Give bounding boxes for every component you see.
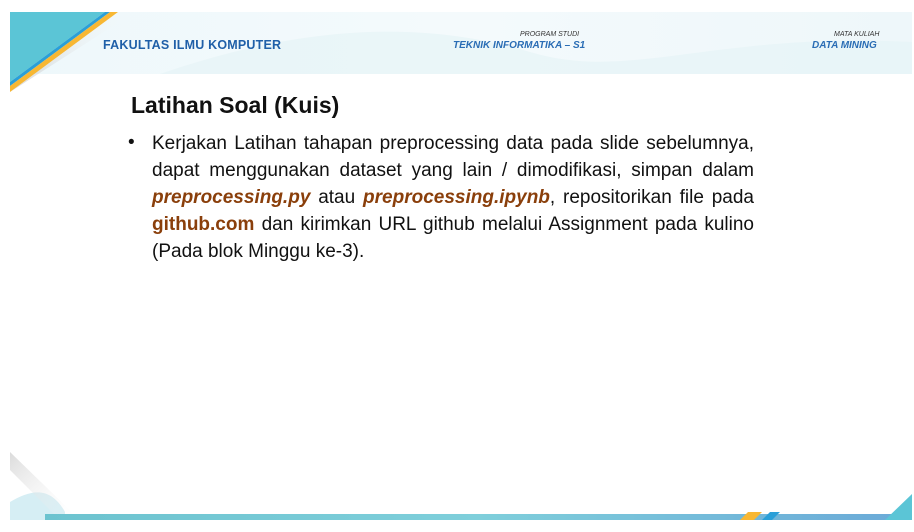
slide bbox=[10, 12, 912, 520]
program-name: TEKNIK INFORMATIKA – S1 bbox=[453, 40, 586, 51]
corner-stripes-decoration bbox=[10, 12, 140, 92]
program-label: PROGRAM STUDI bbox=[520, 31, 580, 38]
bullet-marker: • bbox=[128, 132, 135, 153]
filename-ipynb: preprocessing.ipynb bbox=[363, 187, 550, 208]
filename-py: preprocessing.py bbox=[152, 187, 311, 208]
footer-decoration bbox=[10, 450, 912, 520]
bullet-text bbox=[152, 130, 754, 265]
text-part: atau bbox=[310, 187, 364, 208]
slide-header bbox=[10, 12, 912, 74]
course-label: MATA KULIAH bbox=[834, 31, 880, 38]
text-part: dan kirimkan URL github melalui Assignment pada kulino (Pada blok Minggu ke-3). bbox=[152, 214, 754, 262]
course-name: DATA MINING bbox=[812, 40, 877, 51]
slide-title: Latihan Soal (Kuis) bbox=[131, 92, 340, 118]
faculty-name: FAKULTAS ILMU KOMPUTER bbox=[103, 38, 282, 52]
text-part: Kerjakan Latihan tahapan preprocessing data pada slide sebelumnya, dapat menggunakan dataset yang lain / dimodifikasi, simpan dalam bbox=[152, 133, 754, 181]
text-part: , repositorikan file pada bbox=[549, 187, 754, 208]
github-text: github.com bbox=[152, 214, 255, 235]
